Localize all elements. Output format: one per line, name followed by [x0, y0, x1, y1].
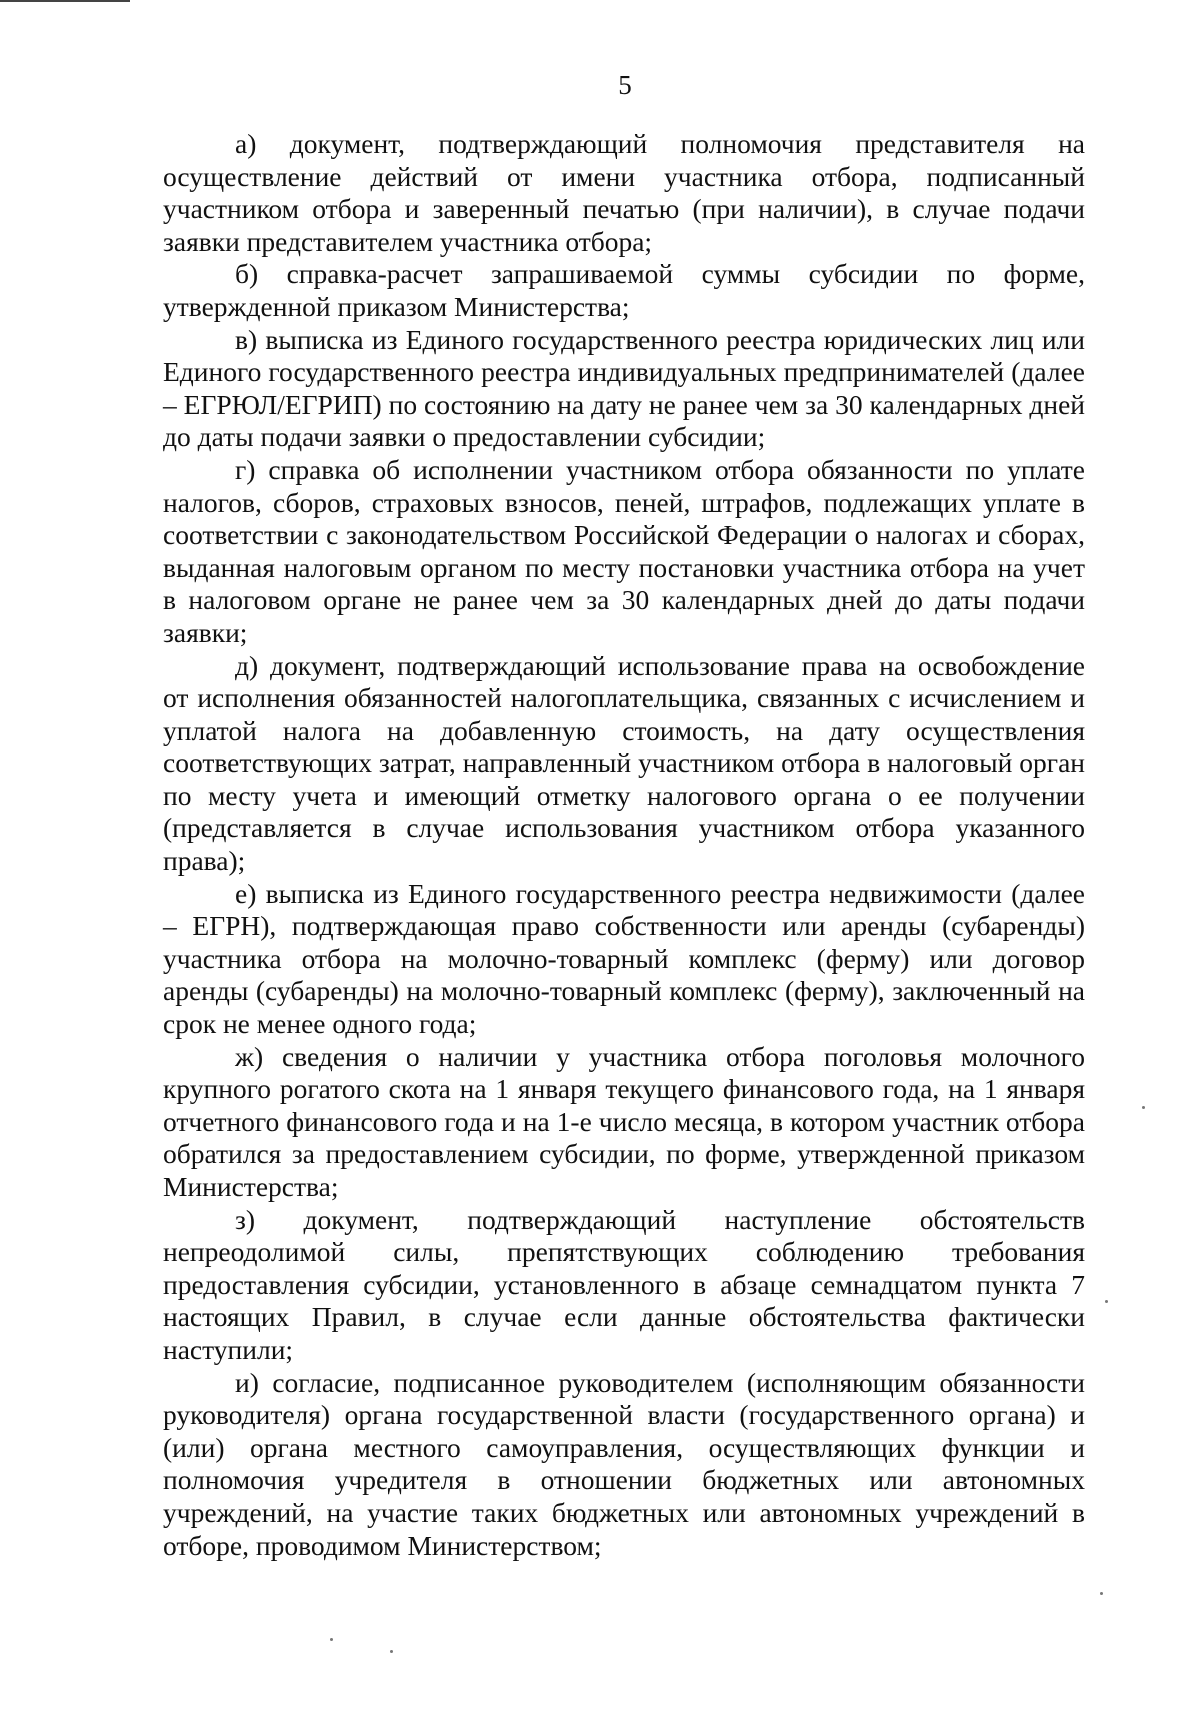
- paragraph-g: г) справка об исполнении участником отбора обязанности по уплате налогов, сборов, страховых взносов, пеней, штрафов, подлежащих уплате в соответствии с законодательством Российской Федерации о налогах и сборах, выданная налоговым органом по месту постановки участника отбора на учет в налоговом органе не ранее чем за 30 календарных дней до даты подачи заявки;: [163, 453, 1085, 648]
- document-body: [163, 128, 1085, 1562]
- scan-edge-mark: [0, 0, 130, 2]
- paragraph-e: е) выписка из Единого государственного реестра недвижимости (далее – ЕГРН), подтверждающая право собственности или аренды (субаренды) участника отбора на молочно-товарный комплекс (ферму) или договор аренды (субаренды) на молочно-товарный комплекс (ферму), заключенный на срок не менее одного года;: [163, 877, 1085, 1040]
- paragraph-a: а) документ, подтверждающий полномочия представителя на осуществление действий от имени участника отбора, подписанный участником отбора и заверенный печатью (при наличии), в случае подачи заявки представителем участника отбора;: [163, 128, 1085, 257]
- paragraph-b: б) справка-расчет запрашиваемой суммы субсидии по форме, утвержденной приказом Министерства;: [163, 258, 1085, 322]
- scan-speck: [390, 1650, 393, 1653]
- paragraph-z: з) документ, подтверждающий наступление обстоятельств непреодолимой силы, препятствующих соблюдению требования предоставления субсидии, установленного в абзаце семнадцатом пункта 7 настоящих Правил, в случае если данные обстоятельства фактически наступили;: [163, 1203, 1085, 1365]
- scan-speck: [330, 1638, 333, 1641]
- paragraph-v: в) выписка из Единого государственного реестра юридических лиц или Единого государственного реестра индивидуальных предпринимателей (далее – ЕГРЮЛ/ЕГРИП) по состоянию на дату не ранее чем за 30 календарных дней до даты подачи заявки о предоставлении субсидии;: [163, 323, 1085, 453]
- paragraph-zh: ж) сведения о наличии у участника отбора поголовья молочного крупного рогатого скота на 1 января текущего финансового года, на 1 января отчетного финансового года и на 1-е число месяца, в котором участник отбора обратился за предоставлением субсидии, по форме, утвержденной приказом Министерства;: [163, 1040, 1085, 1202]
- page-number: 5: [618, 70, 632, 100]
- scan-speck: [1100, 1592, 1103, 1595]
- scan-speck: [1142, 1106, 1145, 1109]
- paragraph-i: и) согласие, подписанное руководителем (исполняющим обязанности руководителя) органа государственной власти (государственного органа) и (или) органа местного самоуправления, осуществляющих функции и полномочия учредителя в отношении бюджетных или автономных учреждений, на участие таких бюджетных или автономных учреждений в отборе, проводимом Министерством;: [163, 1366, 1085, 1561]
- paragraph-d: д) документ, подтверждающий использование права на освобождение от исполнения обязанностей налогоплательщика, связанных с исчислением и уплатой налога на добавленную стоимость, на дату осуществления соответствующих затрат, направленный участником отбора в налоговый орган по месту учета и имеющий отметку налогового органа о ее получении (представляется в случае использования участником отбора указанного права);: [163, 649, 1085, 877]
- scan-speck: [1105, 1300, 1108, 1303]
